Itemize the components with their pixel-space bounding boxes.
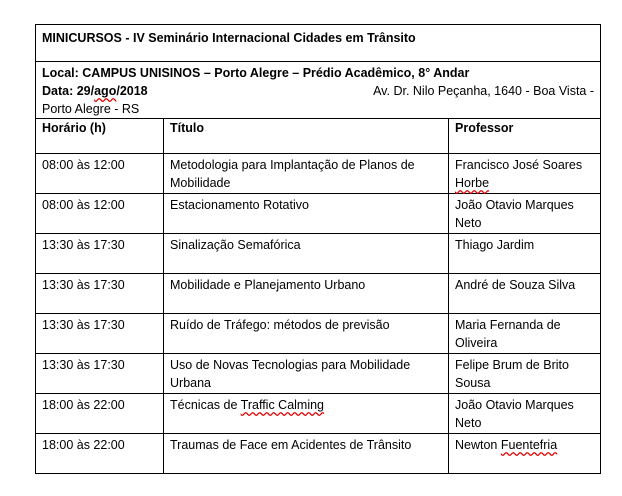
title-cell: Técnicas de Traffic Calming — [164, 394, 449, 434]
time-cell: 13:30 às 17:30 — [36, 354, 164, 394]
table-row — [36, 314, 601, 354]
table-row — [36, 274, 601, 314]
document-title: MINICURSOS - IV Seminário Internacional Cidades em Trânsito — [36, 25, 601, 62]
table-row — [36, 434, 601, 474]
time-cell: 18:00 às 22:00 — [36, 434, 164, 474]
table-row — [36, 154, 601, 194]
title-cell: Ruído de Tráfego: métodos de previsão — [164, 314, 449, 354]
time-cell: 08:00 às 12:00 — [36, 194, 164, 234]
time-cell: 18:00 às 22:00 — [36, 394, 164, 434]
time-cell: 13:30 às 17:30 — [36, 314, 164, 354]
title-cell: Metodologia para Implantação de Planos de Mobilidade — [164, 154, 449, 194]
address-line2: Porto Alegre - RS — [42, 102, 140, 116]
title-cell: Traumas de Face em Acidentes de Trânsito — [164, 434, 449, 474]
date-label: Data: 29/ago/2018 — [42, 84, 148, 98]
professor-cell: João Otavio Marques Neto — [449, 394, 601, 434]
table-row — [36, 234, 601, 274]
professor-cell: João Otavio Marques Neto — [449, 194, 601, 234]
table-row — [36, 394, 601, 434]
professor-cell: André de Souza Silva — [449, 274, 601, 314]
table-row — [36, 194, 601, 234]
column-header-title: Título — [164, 119, 449, 154]
title-cell: Uso de Novas Tecnologias para Mobilidade Urbana — [164, 354, 449, 394]
professor-cell: Maria Fernanda de Oliveira — [449, 314, 601, 354]
address-line1: Av. Dr. Nilo Peçanha, 1640 - Boa Vista - — [373, 84, 595, 98]
title-cell: Estacionamento Rotativo — [164, 194, 449, 234]
location-info — [36, 62, 601, 119]
title-cell: Sinalização Semafórica — [164, 234, 449, 274]
date-month: ago — [94, 84, 117, 98]
professor-cell: Francisco José Soares Horbe — [449, 154, 601, 194]
schedule-table — [35, 24, 601, 474]
time-cell: 13:30 às 17:30 — [36, 234, 164, 274]
professor-cell: Thiago Jardim — [449, 234, 601, 274]
table-header-row — [36, 119, 601, 154]
professor-cell: Felipe Brum de Brito Sousa — [449, 354, 601, 394]
professor-cell: Newton Fuentefria — [449, 434, 601, 474]
title-cell: Mobilidade e Planejamento Urbano — [164, 274, 449, 314]
column-header-time: Horário (h) — [36, 119, 164, 154]
date-address-line — [42, 82, 594, 100]
time-cell: 13:30 às 17:30 — [36, 274, 164, 314]
location-line: Local: CAMPUS UNISINOS – Porto Alegre – Prédio Acadêmico, 8° Andar — [42, 66, 470, 80]
time-cell: 08:00 às 12:00 — [36, 154, 164, 194]
document-page — [35, 24, 600, 474]
table-row — [36, 354, 601, 394]
column-header-professor: Professor — [449, 119, 601, 154]
